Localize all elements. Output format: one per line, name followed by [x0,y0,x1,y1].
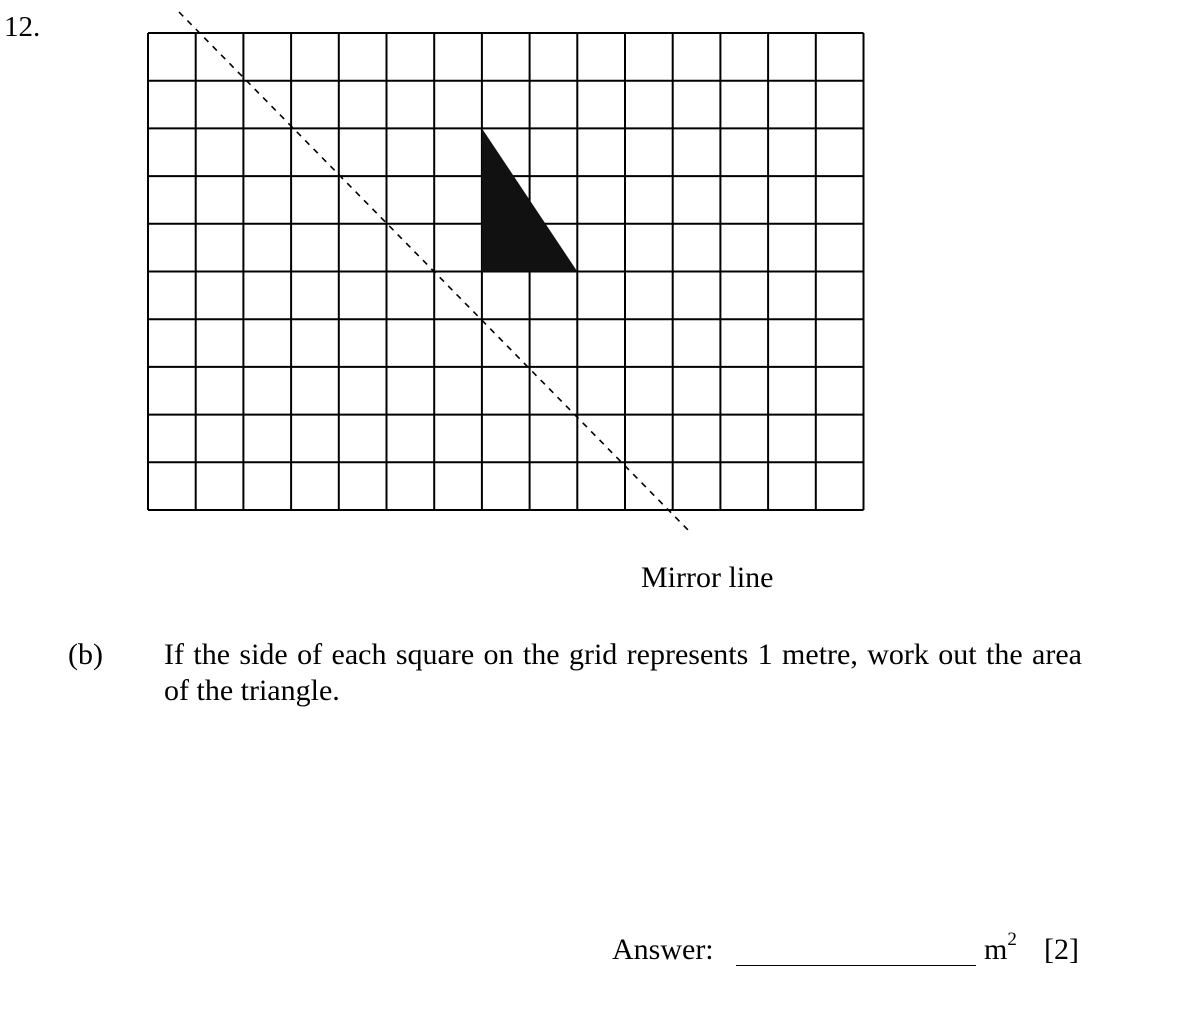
unit-symbol: m [984,933,1008,966]
answer-row [0,926,1179,972]
mirror-line-label: Mirror line [641,561,774,594]
part-b-label: (b) [68,638,103,671]
marks-indicator: [2] [1044,933,1079,966]
unit-exponent: 2 [1007,929,1017,950]
answer-unit [984,929,1017,968]
answer-label: Answer: [612,933,714,966]
question-number: 12. [4,11,41,43]
part-b-question-text: If the side of each square on the grid represents 1 metre, work out the area of the triangle. [164,638,1082,707]
answer-blank-line[interactable] [736,936,976,966]
